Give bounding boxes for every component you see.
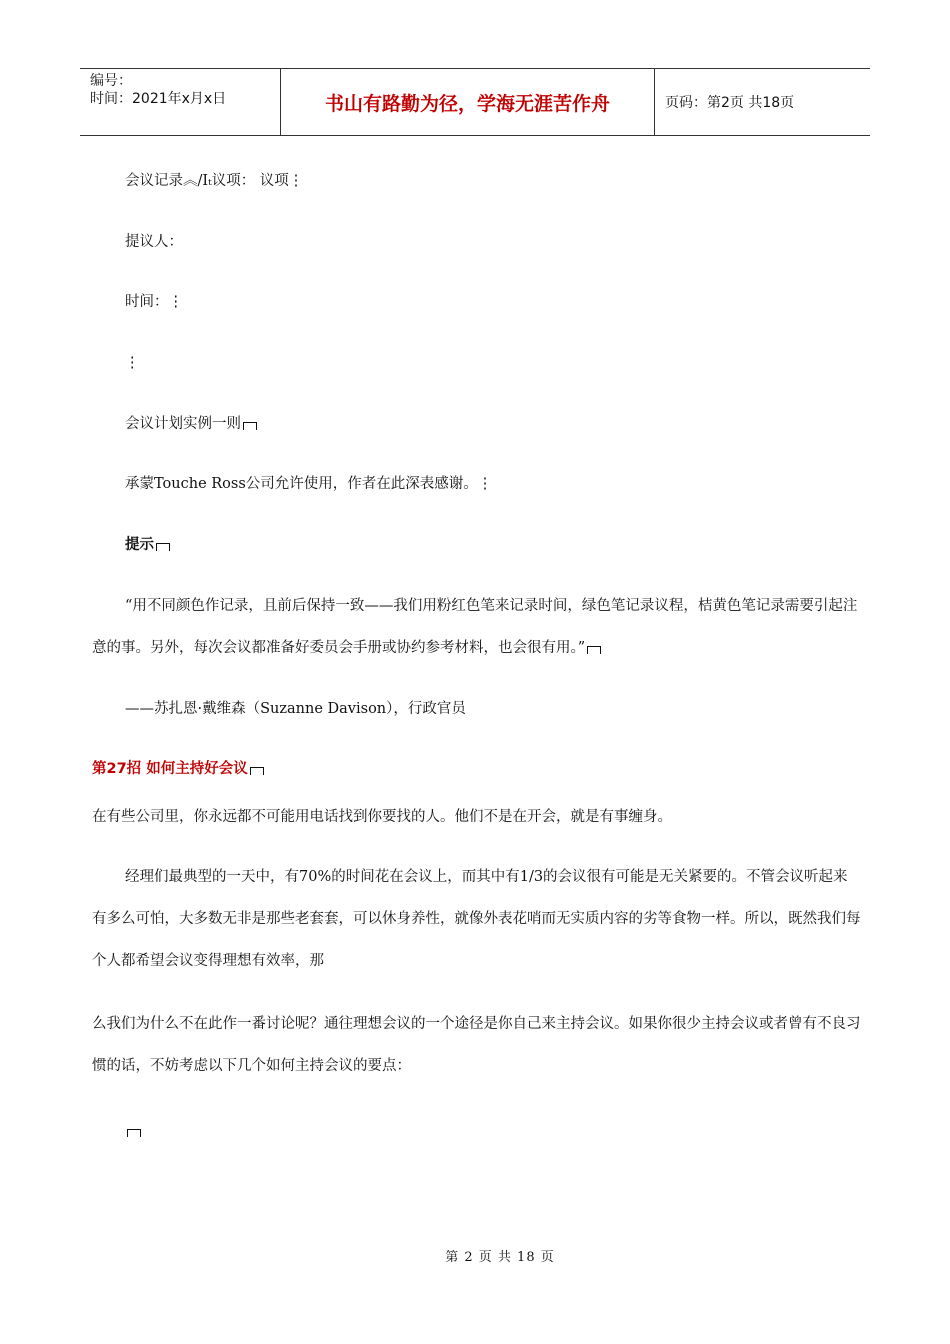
section-heading — [92, 748, 264, 790]
heading-text: 第27招 如何主持好会议 — [92, 761, 248, 777]
line-tip — [125, 524, 170, 566]
line-plan-example — [125, 403, 257, 445]
header-motto: 书山有路勤为径，学海无涯苦作舟 — [281, 69, 655, 135]
header-page-label: 页码：第2页 共18页 — [665, 95, 795, 111]
line-ellipsis: ⋮ — [125, 355, 140, 371]
page-footer: 第 2 页 共 18 页 — [445, 1250, 555, 1265]
trailing-mark — [125, 1110, 141, 1152]
number-label: 编号： — [90, 73, 132, 89]
line-proposer: 提议人： — [125, 234, 183, 250]
line-time: 时间：⋮ — [125, 294, 183, 310]
quote-text: “用不同颜色作记录，且前后保持一致——我们用粉红色笔来记录时间，绿色笔记录议程，桔黄色笔记录需要引起注意的事。另外，每次会议都准备好委员会手册或协约参考材料，也会很有用。” — [92, 598, 858, 656]
header-meta — [80, 69, 281, 135]
paragraph-mark-icon — [243, 422, 257, 430]
paragraph-mark-icon — [156, 543, 170, 551]
paragraph-mark-icon — [250, 767, 264, 775]
paragraph-3: 么我们为什么不在此作一番讨论呢？通往理想会议的一个途径是你自己来主持会议。如果你很少主持会议或者曾有不良习惯的话，不妨考虑以下几个如何主持会议的要点： — [92, 1016, 861, 1074]
date-label: 时间：2021年x月x日 — [90, 91, 227, 107]
page-header — [80, 68, 870, 136]
paragraph-1: 在有些公司里，你永远都不可能用电话找到你要找的人。他们不是在开会，就是有事缠身。 — [92, 809, 672, 825]
tip-text: 提示 — [125, 537, 154, 553]
line-meeting-record: 会议记录︽/Iₜ议项： 议项⋮ — [125, 173, 304, 189]
paragraph-mark-icon — [587, 646, 601, 654]
attribution: ——苏扎恩·戴维森（Suzanne Davison），行政官员 — [125, 701, 466, 717]
paragraph-mark-icon — [127, 1129, 141, 1137]
paragraph-2: 经理们最典型的一天中，有70%的时间花在会议上，而其中有1/3的会议很有可能是无关紧要的。不管会议听起来有多么可怕，大多数无非是那些老套套，可以休身养性，就像外表花哨而无实质内容的劣等食物一样。所以，既然我们每个人都希望会议变得理想有效率，那 — [92, 869, 861, 969]
quote-paragraph — [92, 585, 862, 669]
line-acknowledgement: 承蒙Touche Ross公司允许使用，作者在此深表感谢。⋮ — [125, 476, 493, 492]
plan-example-text: 会议计划实例一则 — [125, 416, 241, 432]
